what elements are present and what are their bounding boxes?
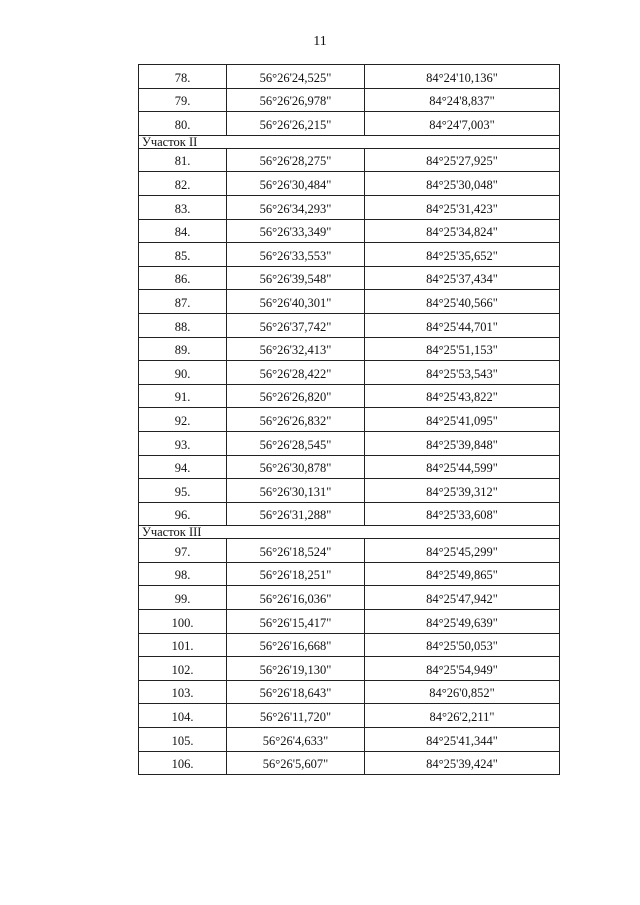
table-row <box>139 657 560 681</box>
point-number-cell: 94. <box>139 455 227 479</box>
section-header-row <box>139 526 560 539</box>
point-number-cell: 97. <box>139 539 227 563</box>
section-header-row <box>139 135 560 148</box>
point-number-cell: 92. <box>139 408 227 432</box>
point-number-cell: 89. <box>139 337 227 361</box>
latitude-cell: 56°26'33,349" <box>227 219 365 243</box>
section-label: Участок II <box>139 135 560 148</box>
table-row <box>139 680 560 704</box>
page-number: 11 <box>313 34 327 49</box>
point-number-cell: 98. <box>139 562 227 586</box>
table-row <box>139 266 560 290</box>
latitude-cell: 56°26'16,036" <box>227 586 365 610</box>
longitude-cell: 84°24'8,837" <box>365 88 560 112</box>
point-number-cell: 88. <box>139 313 227 337</box>
table-row <box>139 586 560 610</box>
latitude-cell: 56°26'18,643" <box>227 680 365 704</box>
longitude-cell: 84°24'10,136" <box>365 65 560 89</box>
longitude-cell: 84°25'51,153" <box>365 337 560 361</box>
latitude-cell: 56°26'40,301" <box>227 290 365 314</box>
latitude-cell: 56°26'18,524" <box>227 539 365 563</box>
longitude-cell: 84°25'54,949" <box>365 657 560 681</box>
point-number-cell: 93. <box>139 431 227 455</box>
table-row <box>139 148 560 172</box>
latitude-cell: 56°26'30,131" <box>227 479 365 503</box>
point-number-cell: 96. <box>139 502 227 526</box>
longitude-cell: 84°25'53,543" <box>365 361 560 385</box>
point-number-cell: 82. <box>139 172 227 196</box>
longitude-cell: 84°25'39,848" <box>365 431 560 455</box>
point-number-cell: 85. <box>139 243 227 267</box>
table-row <box>139 408 560 432</box>
point-number-cell: 102. <box>139 657 227 681</box>
point-number-cell: 78. <box>139 65 227 89</box>
table-row <box>139 431 560 455</box>
point-number-cell: 106. <box>139 751 227 775</box>
table-row <box>139 313 560 337</box>
latitude-cell: 56°26'26,215" <box>227 112 365 136</box>
longitude-cell: 84°24'7,003" <box>365 112 560 136</box>
table-row <box>139 361 560 385</box>
table-row <box>139 243 560 267</box>
table-row <box>139 479 560 503</box>
point-number-cell: 80. <box>139 112 227 136</box>
longitude-cell: 84°25'41,095" <box>365 408 560 432</box>
table-row <box>139 562 560 586</box>
point-number-cell: 101. <box>139 633 227 657</box>
longitude-cell: 84°25'49,639" <box>365 610 560 634</box>
longitude-cell: 84°25'47,942" <box>365 586 560 610</box>
latitude-cell: 56°26'16,668" <box>227 633 365 657</box>
table-row <box>139 65 560 89</box>
table-row <box>139 172 560 196</box>
table-row <box>139 112 560 136</box>
latitude-cell: 56°26'26,820" <box>227 384 365 408</box>
longitude-cell: 84°25'44,599" <box>365 455 560 479</box>
longitude-cell: 84°25'37,434" <box>365 266 560 290</box>
point-number-cell: 87. <box>139 290 227 314</box>
point-number-cell: 105. <box>139 728 227 752</box>
point-number-cell: 99. <box>139 586 227 610</box>
latitude-cell: 56°26'39,548" <box>227 266 365 290</box>
latitude-cell: 56°26'28,422" <box>227 361 365 385</box>
latitude-cell: 56°26'30,484" <box>227 172 365 196</box>
coordinates-table-body <box>139 65 560 775</box>
table-row <box>139 704 560 728</box>
table-row <box>139 88 560 112</box>
point-number-cell: 86. <box>139 266 227 290</box>
table-row <box>139 539 560 563</box>
latitude-cell: 56°26'4,633" <box>227 728 365 752</box>
latitude-cell: 56°26'26,978" <box>227 88 365 112</box>
latitude-cell: 56°26'24,525" <box>227 65 365 89</box>
table-row <box>139 751 560 775</box>
point-number-cell: 84. <box>139 219 227 243</box>
latitude-cell: 56°26'32,413" <box>227 337 365 361</box>
longitude-cell: 84°25'44,701" <box>365 313 560 337</box>
coordinates-table <box>138 64 560 775</box>
latitude-cell: 56°26'28,545" <box>227 431 365 455</box>
point-number-cell: 91. <box>139 384 227 408</box>
point-number-cell: 104. <box>139 704 227 728</box>
longitude-cell: 84°25'45,299" <box>365 539 560 563</box>
latitude-cell: 56°26'37,742" <box>227 313 365 337</box>
table-row <box>139 337 560 361</box>
table-row <box>139 219 560 243</box>
longitude-cell: 84°25'40,566" <box>365 290 560 314</box>
table-row <box>139 290 560 314</box>
point-number-cell: 100. <box>139 610 227 634</box>
longitude-cell: 84°25'35,652" <box>365 243 560 267</box>
latitude-cell: 56°26'30,878" <box>227 455 365 479</box>
longitude-cell: 84°26'0,852" <box>365 680 560 704</box>
table-row <box>139 728 560 752</box>
point-number-cell: 79. <box>139 88 227 112</box>
latitude-cell: 56°26'19,130" <box>227 657 365 681</box>
latitude-cell: 56°26'11,720" <box>227 704 365 728</box>
longitude-cell: 84°25'43,822" <box>365 384 560 408</box>
longitude-cell: 84°26'2,211" <box>365 704 560 728</box>
latitude-cell: 56°26'33,553" <box>227 243 365 267</box>
point-number-cell: 103. <box>139 680 227 704</box>
longitude-cell: 84°25'34,824" <box>365 219 560 243</box>
latitude-cell: 56°26'5,607" <box>227 751 365 775</box>
table-row <box>139 195 560 219</box>
latitude-cell: 56°26'28,275" <box>227 148 365 172</box>
latitude-cell: 56°26'26,832" <box>227 408 365 432</box>
longitude-cell: 84°25'39,312" <box>365 479 560 503</box>
table-row <box>139 502 560 526</box>
longitude-cell: 84°25'39,424" <box>365 751 560 775</box>
longitude-cell: 84°25'49,865" <box>365 562 560 586</box>
longitude-cell: 84°25'30,048" <box>365 172 560 196</box>
table-row <box>139 633 560 657</box>
latitude-cell: 56°26'18,251" <box>227 562 365 586</box>
table-row <box>139 384 560 408</box>
longitude-cell: 84°25'31,423" <box>365 195 560 219</box>
longitude-cell: 84°25'27,925" <box>365 148 560 172</box>
longitude-cell: 84°25'50,053" <box>365 633 560 657</box>
table-row <box>139 455 560 479</box>
point-number-cell: 81. <box>139 148 227 172</box>
point-number-cell: 95. <box>139 479 227 503</box>
latitude-cell: 56°26'31,288" <box>227 502 365 526</box>
point-number-cell: 83. <box>139 195 227 219</box>
table-row <box>139 610 560 634</box>
point-number-cell: 90. <box>139 361 227 385</box>
latitude-cell: 56°26'34,293" <box>227 195 365 219</box>
latitude-cell: 56°26'15,417" <box>227 610 365 634</box>
longitude-cell: 84°25'41,344" <box>365 728 560 752</box>
longitude-cell: 84°25'33,608" <box>365 502 560 526</box>
section-label: Участок III <box>139 526 560 539</box>
